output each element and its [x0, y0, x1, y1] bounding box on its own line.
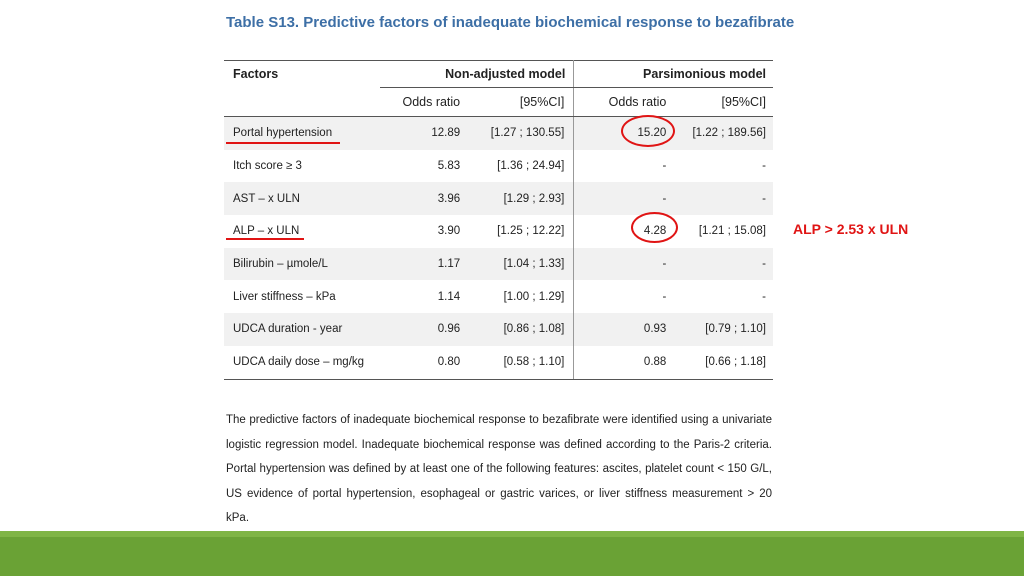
or-cell: 3.90: [437, 225, 461, 238]
or-cell: 0.80: [380, 346, 464, 379]
factor-cell: ALP – x ULN: [233, 225, 300, 238]
or-cell: 15.20: [574, 117, 670, 150]
or-cell: -: [662, 160, 667, 173]
ci-cell: [1.25 ; 12.22]: [463, 215, 574, 248]
ci-cell: [0.58 ; 1.10]: [463, 346, 574, 379]
or-cell: 0.96: [380, 313, 464, 346]
ci-cell: -: [669, 248, 773, 281]
ci-cell: [0.66 ; 1.18]: [669, 346, 773, 379]
circle-portal-hypertension-or: [621, 115, 675, 147]
factor-cell: AST – x ULN: [224, 182, 380, 215]
subheader-odds-ratio: Odds ratio: [574, 88, 670, 117]
factor-cell: UDCA daily dose – mg/kg: [224, 346, 380, 379]
ci-cell: [1.21 ; 15.08]: [698, 225, 766, 238]
or-cell: 4.28: [643, 225, 667, 238]
or-cell: 3.96: [380, 182, 464, 215]
or-cell: 0.88: [574, 346, 670, 379]
factor-cell: Itch score ≥ 3: [233, 160, 302, 173]
ci-cell: -: [669, 182, 773, 215]
ci-cell: [1.27 ; 130.55]: [463, 117, 574, 150]
table-row: [224, 182, 773, 215]
or-cell: 1.14: [437, 290, 461, 303]
subheader-odds-ratio: Odds ratio: [380, 88, 464, 117]
subheader-ci: [95%CI]: [463, 88, 574, 117]
header-parsimonious-model: Parsimonious model: [574, 61, 773, 88]
table-footnote: The predictive factors of inadequate biochemical response to bezafibrate were identified using a univariate logistic regression model. Inadequate biochemical response was defined according to the Paris-2 criteria. Portal hypertension was defined by at least one of the following features: ascites, platelet count < 150 G/L, US evidence of portal hypertension, esophageal or gastric varices, or liver stiffness measurement > 20 kPa.: [226, 414, 772, 525]
results-table: [224, 60, 773, 380]
or-cell: -: [662, 290, 667, 303]
table-row: [224, 313, 773, 346]
table-row: [224, 150, 773, 183]
underline-alp: [226, 238, 304, 240]
or-cell: -: [574, 248, 670, 281]
table-row: [224, 248, 773, 281]
factor-cell: Liver stiffness – kPa: [233, 290, 336, 303]
factor-cell: Portal hypertension: [224, 117, 380, 150]
table-row: [224, 117, 773, 150]
table-row: [224, 215, 773, 248]
table-row: [224, 280, 773, 313]
or-cell: 0.93: [574, 313, 670, 346]
factor-cell: UDCA duration - year: [224, 313, 380, 346]
ci-cell: [0.79 ; 1.10]: [669, 313, 773, 346]
table-subheader-row: [224, 88, 773, 117]
ci-cell: [1.36 ; 24.94]: [463, 150, 574, 183]
or-cell: 5.83: [437, 160, 461, 173]
factor-cell: Bilirubin – µmole/L: [224, 248, 380, 281]
footer-bar: [0, 531, 1024, 576]
or-cell: 12.89: [380, 117, 464, 150]
underline-portal-hypertension: [226, 142, 340, 144]
ci-cell: [1.22 ; 189.56]: [669, 117, 773, 150]
circle-alp-or: [631, 212, 678, 243]
header-factors: Factors: [224, 61, 380, 88]
table-header-row: [224, 61, 773, 88]
ci-cell: [1.04 ; 1.33]: [463, 248, 574, 281]
alp-threshold-note: ALP > 2.53 x ULN: [793, 221, 909, 237]
ci-cell: [0.86 ; 1.08]: [463, 313, 574, 346]
ci-cell: [1.29 ; 2.93]: [463, 182, 574, 215]
subheader-ci: [95%CI]: [669, 88, 773, 117]
table-title: Table S13. Predictive factors of inadequate biochemical response to bezafibrate: [226, 14, 795, 31]
ci-cell: -: [762, 160, 766, 173]
ci-cell: -: [762, 290, 766, 303]
or-cell: -: [574, 182, 670, 215]
ci-cell: [1.00 ; 1.29]: [463, 280, 574, 313]
header-non-adjusted-model: Non-adjusted model: [380, 61, 574, 88]
or-cell: 1.17: [380, 248, 464, 281]
table-row: [224, 346, 773, 379]
